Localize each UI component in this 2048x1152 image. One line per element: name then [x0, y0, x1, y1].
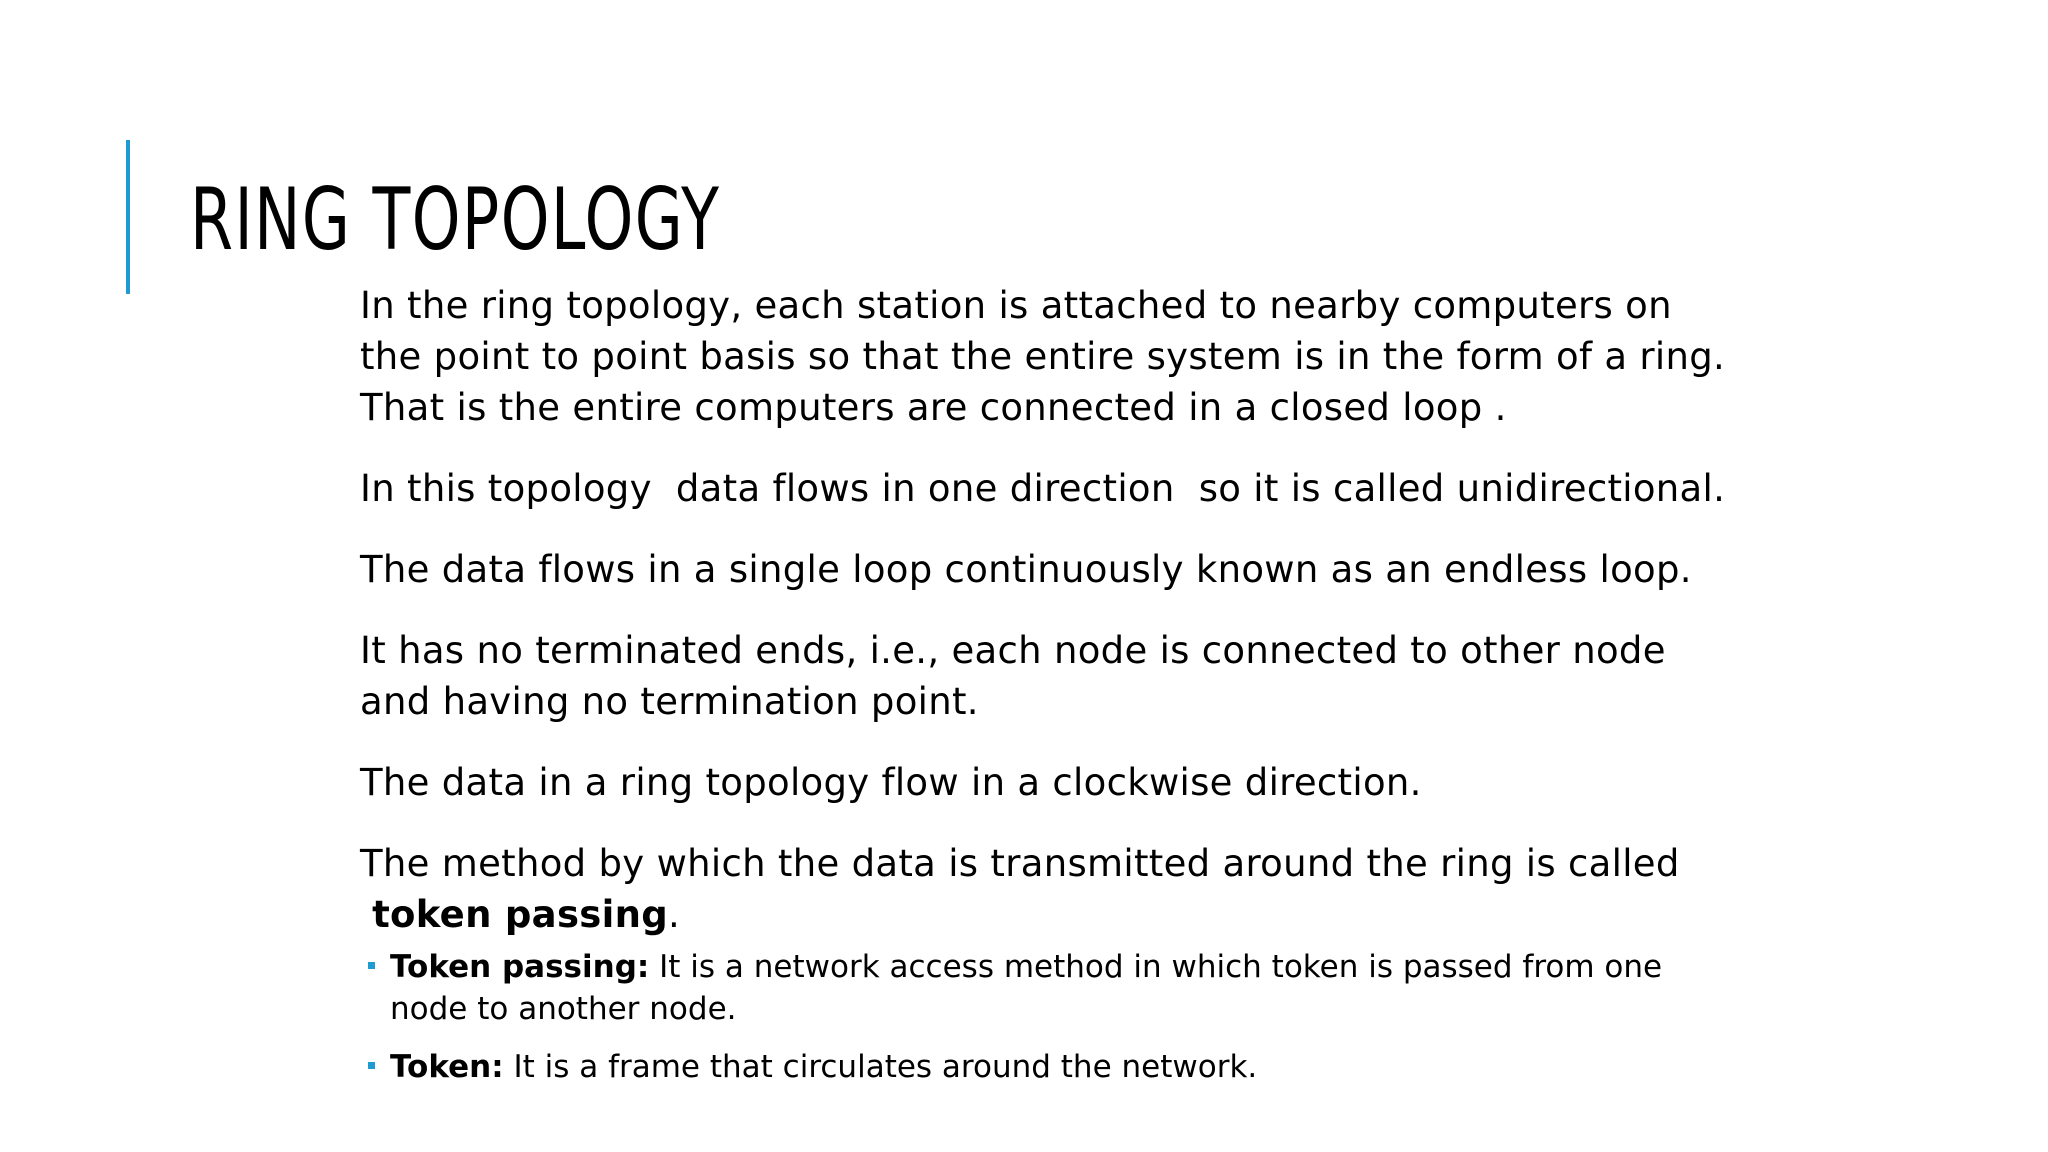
bullet-text: It is a frame that circulates around the network.: [503, 1049, 1258, 1085]
title-accent-bar: [126, 140, 130, 294]
paragraph-ring-definition: In the ring topology, each station is attached to nearby computers on the point to point basis so that the entire system is in the form of a ring. That is the entire computers are connected in a closed loop .: [360, 284, 1738, 429]
slide-title: RING TOPOLOGY: [190, 170, 721, 270]
bullet-term: Token passing:: [390, 949, 650, 985]
paragraph-no-terminated-ends: It has no terminated ends, i.e., each node is connected to other node and having no termination point.: [360, 629, 1678, 723]
bullet-term: Token:: [390, 1049, 504, 1085]
paragraph-unidirectional: In this topology data flows in one direction so it is called unidirectional.: [360, 467, 1726, 510]
paragraph-token-passing-method: [360, 838, 1740, 940]
paragraph-endless-loop: The data flows in a single loop continuously known as an endless loop.: [360, 548, 1692, 591]
square-bullet-icon: [368, 962, 375, 969]
method-end: .: [668, 893, 681, 936]
bullet-text: It is a network access method in which token is passed from one node to another node.: [390, 949, 1663, 1027]
slide-body: [360, 280, 1740, 1104]
method-text: The method by which the data is transmitted around the ring is called: [360, 842, 1680, 885]
method-bold-term: token passing: [372, 893, 669, 936]
definition-list: [360, 946, 1740, 1088]
bullet-token: [360, 1046, 1740, 1088]
bullet-token-passing: [360, 946, 1740, 1030]
paragraph-clockwise: The data in a ring topology flow in a clockwise direction.: [360, 761, 1422, 804]
square-bullet-icon: [368, 1062, 375, 1069]
